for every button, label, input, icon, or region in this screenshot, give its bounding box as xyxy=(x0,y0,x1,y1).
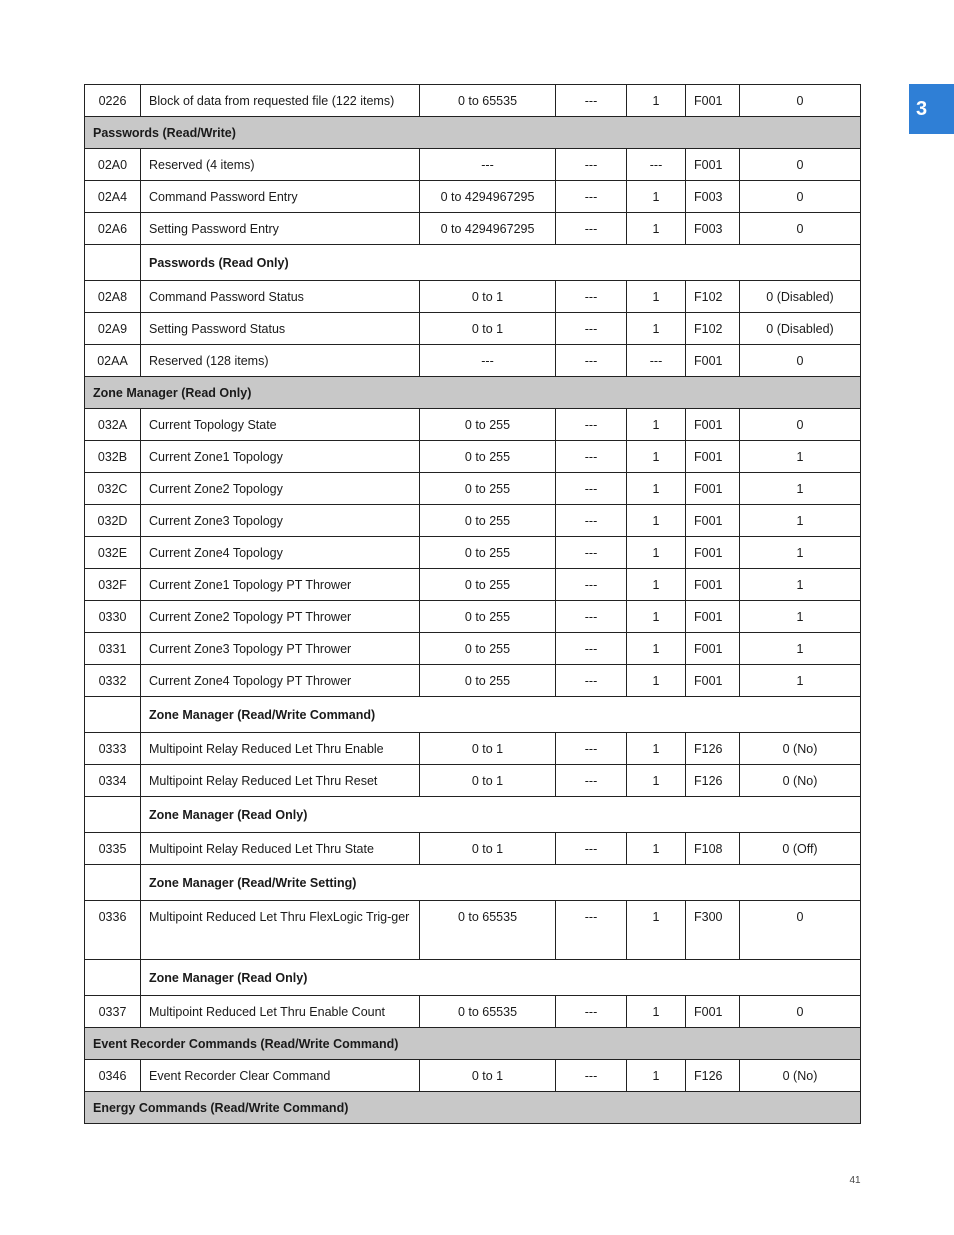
format-cell: F001 xyxy=(686,441,740,473)
subsection-header-label: Zone Manager (Read Only) xyxy=(141,797,861,833)
format-cell: F300 xyxy=(686,901,740,960)
section-header-label: Energy Commands (Read/Write Command) xyxy=(85,1092,861,1124)
default-cell: 1 xyxy=(740,569,861,601)
units-cell: --- xyxy=(556,665,627,697)
units-cell: --- xyxy=(556,601,627,633)
default-cell: 1 xyxy=(740,633,861,665)
step-cell: 1 xyxy=(627,85,686,117)
default-cell: 0 xyxy=(740,345,861,377)
table-row xyxy=(85,569,861,601)
default-cell: 0 (No) xyxy=(740,1060,861,1092)
units-cell: --- xyxy=(556,213,627,245)
step-cell: 1 xyxy=(627,833,686,865)
table-row xyxy=(85,833,861,865)
subsection-header-label: Zone Manager (Read/Write Setting) xyxy=(141,865,861,901)
address-cell: 02A0 xyxy=(85,149,141,181)
section-header-label: Event Recorder Commands (Read/Write Command) xyxy=(85,1028,861,1060)
units-cell: --- xyxy=(556,149,627,181)
address-cell: 032A xyxy=(85,409,141,441)
subsection-header-label: Zone Manager (Read/Write Command) xyxy=(141,697,861,733)
table-row xyxy=(85,149,861,181)
address-cell: 02A4 xyxy=(85,181,141,213)
range-cell: 0 to 255 xyxy=(420,601,556,633)
format-cell: F003 xyxy=(686,213,740,245)
subsection-header-row xyxy=(85,797,861,833)
default-cell: 0 xyxy=(740,409,861,441)
table-row xyxy=(85,1060,861,1092)
address-cell: 02A8 xyxy=(85,281,141,313)
modbus-register-table xyxy=(84,84,861,1124)
table-row xyxy=(85,901,861,960)
subsection-header-row xyxy=(85,697,861,733)
units-cell: --- xyxy=(556,537,627,569)
default-cell: 0 (Disabled) xyxy=(740,281,861,313)
default-cell: 0 xyxy=(740,996,861,1028)
format-cell: F001 xyxy=(686,85,740,117)
range-cell: 0 to 65535 xyxy=(420,996,556,1028)
empty-cell xyxy=(85,865,141,901)
table-row xyxy=(85,601,861,633)
format-cell: F001 xyxy=(686,601,740,633)
table-row xyxy=(85,85,861,117)
format-cell: F102 xyxy=(686,281,740,313)
range-cell: 0 to 1 xyxy=(420,281,556,313)
subsection-header-row xyxy=(85,865,861,901)
format-cell: F001 xyxy=(686,473,740,505)
range-cell: 0 to 255 xyxy=(420,633,556,665)
description-cell: Multipoint Relay Reduced Let Thru Reset xyxy=(141,765,420,797)
format-cell: F126 xyxy=(686,1060,740,1092)
table-row xyxy=(85,537,861,569)
range-cell: 0 to 1 xyxy=(420,833,556,865)
units-cell: --- xyxy=(556,313,627,345)
units-cell: --- xyxy=(556,181,627,213)
section-header-row xyxy=(85,377,861,409)
description-cell: Setting Password Status xyxy=(141,313,420,345)
step-cell: 1 xyxy=(627,409,686,441)
subsection-header-row xyxy=(85,960,861,996)
table-row xyxy=(85,281,861,313)
units-cell: --- xyxy=(556,1060,627,1092)
step-cell: 1 xyxy=(627,505,686,537)
description-cell: Current Zone3 Topology PT Thrower xyxy=(141,633,420,665)
section-header-row xyxy=(85,117,861,149)
table-row xyxy=(85,213,861,245)
range-cell: --- xyxy=(420,149,556,181)
format-cell: F001 xyxy=(686,665,740,697)
format-cell: F001 xyxy=(686,569,740,601)
default-cell: 1 xyxy=(740,665,861,697)
units-cell: --- xyxy=(556,569,627,601)
address-cell: 0330 xyxy=(85,601,141,633)
default-cell: 0 (No) xyxy=(740,765,861,797)
units-cell: --- xyxy=(556,473,627,505)
default-cell: 0 xyxy=(740,149,861,181)
range-cell: 0 to 255 xyxy=(420,665,556,697)
description-cell: Multipoint Reduced Let Thru FlexLogic Trig-ger xyxy=(141,901,420,960)
default-cell: 0 xyxy=(740,85,861,117)
format-cell: F001 xyxy=(686,633,740,665)
table-row xyxy=(85,996,861,1028)
range-cell: 0 to 255 xyxy=(420,537,556,569)
default-cell: 0 (Disabled) xyxy=(740,313,861,345)
address-cell: 0331 xyxy=(85,633,141,665)
table-row xyxy=(85,409,861,441)
step-cell: 1 xyxy=(627,1060,686,1092)
step-cell: 1 xyxy=(627,996,686,1028)
description-cell: Command Password Entry xyxy=(141,181,420,213)
format-cell: F126 xyxy=(686,765,740,797)
address-cell: 0334 xyxy=(85,765,141,797)
address-cell: 0335 xyxy=(85,833,141,865)
format-cell: F108 xyxy=(686,833,740,865)
address-cell: 0226 xyxy=(85,85,141,117)
step-cell: 1 xyxy=(627,473,686,505)
address-cell: 032B xyxy=(85,441,141,473)
step-cell: 1 xyxy=(627,733,686,765)
empty-cell xyxy=(85,797,141,833)
table-row xyxy=(85,313,861,345)
step-cell: 1 xyxy=(627,901,686,960)
format-cell: F001 xyxy=(686,505,740,537)
chapter-tab: 3 xyxy=(909,84,954,134)
description-cell: Block of data from requested file (122 items) xyxy=(141,85,420,117)
range-cell: 0 to 4294967295 xyxy=(420,181,556,213)
description-cell: Multipoint Relay Reduced Let Thru Enable xyxy=(141,733,420,765)
range-cell: 0 to 255 xyxy=(420,409,556,441)
default-cell: 1 xyxy=(740,441,861,473)
step-cell: 1 xyxy=(627,441,686,473)
address-cell: 0333 xyxy=(85,733,141,765)
description-cell: Current Zone1 Topology xyxy=(141,441,420,473)
description-cell: Reserved (128 items) xyxy=(141,345,420,377)
table-row xyxy=(85,345,861,377)
range-cell: 0 to 255 xyxy=(420,441,556,473)
table-row xyxy=(85,665,861,697)
range-cell: 0 to 255 xyxy=(420,473,556,505)
address-cell: 032F xyxy=(85,569,141,601)
range-cell: 0 to 4294967295 xyxy=(420,213,556,245)
range-cell: --- xyxy=(420,345,556,377)
description-cell: Current Topology State xyxy=(141,409,420,441)
step-cell: 1 xyxy=(627,633,686,665)
format-cell: F001 xyxy=(686,537,740,569)
description-cell: Setting Password Entry xyxy=(141,213,420,245)
units-cell: --- xyxy=(556,85,627,117)
step-cell: 1 xyxy=(627,601,686,633)
units-cell: --- xyxy=(556,765,627,797)
range-cell: 0 to 1 xyxy=(420,1060,556,1092)
section-header-row xyxy=(85,1028,861,1060)
default-cell: 0 xyxy=(740,901,861,960)
address-cell: 02A6 xyxy=(85,213,141,245)
section-header-label: Passwords (Read/Write) xyxy=(85,117,861,149)
address-cell: 0336 xyxy=(85,901,141,960)
units-cell: --- xyxy=(556,441,627,473)
address-cell: 02A9 xyxy=(85,313,141,345)
default-cell: 0 (No) xyxy=(740,733,861,765)
description-cell: Event Recorder Clear Command xyxy=(141,1060,420,1092)
range-cell: 0 to 1 xyxy=(420,765,556,797)
description-cell: Command Password Status xyxy=(141,281,420,313)
address-cell: 0346 xyxy=(85,1060,141,1092)
units-cell: --- xyxy=(556,901,627,960)
description-cell: Reserved (4 items) xyxy=(141,149,420,181)
step-cell: --- xyxy=(627,149,686,181)
format-cell: F001 xyxy=(686,149,740,181)
format-cell: F001 xyxy=(686,345,740,377)
step-cell: 1 xyxy=(627,213,686,245)
step-cell: --- xyxy=(627,345,686,377)
address-cell: 032D xyxy=(85,505,141,537)
units-cell: --- xyxy=(556,409,627,441)
default-cell: 1 xyxy=(740,601,861,633)
units-cell: --- xyxy=(556,345,627,377)
description-cell: Multipoint Reduced Let Thru Enable Count xyxy=(141,996,420,1028)
step-cell: 1 xyxy=(627,281,686,313)
range-cell: 0 to 65535 xyxy=(420,901,556,960)
table-row xyxy=(85,765,861,797)
subsection-header-label: Zone Manager (Read Only) xyxy=(141,960,861,996)
range-cell: 0 to 1 xyxy=(420,313,556,345)
units-cell: --- xyxy=(556,633,627,665)
units-cell: --- xyxy=(556,833,627,865)
step-cell: 1 xyxy=(627,569,686,601)
table-row xyxy=(85,633,861,665)
units-cell: --- xyxy=(556,281,627,313)
default-cell: 0 xyxy=(740,213,861,245)
description-cell: Current Zone4 Topology PT Thrower xyxy=(141,665,420,697)
address-cell: 02AA xyxy=(85,345,141,377)
empty-cell xyxy=(85,697,141,733)
default-cell: 0 xyxy=(740,181,861,213)
format-cell: F126 xyxy=(686,733,740,765)
description-cell: Current Zone3 Topology xyxy=(141,505,420,537)
address-cell: 032C xyxy=(85,473,141,505)
format-cell: F102 xyxy=(686,313,740,345)
step-cell: 1 xyxy=(627,665,686,697)
units-cell: --- xyxy=(556,996,627,1028)
table-row xyxy=(85,733,861,765)
range-cell: 0 to 255 xyxy=(420,569,556,601)
subsection-header-row xyxy=(85,245,861,281)
units-cell: --- xyxy=(556,733,627,765)
description-cell: Multipoint Relay Reduced Let Thru State xyxy=(141,833,420,865)
default-cell: 0 (Off) xyxy=(740,833,861,865)
table-row xyxy=(85,505,861,537)
range-cell: 0 to 1 xyxy=(420,733,556,765)
format-cell: F001 xyxy=(686,409,740,441)
format-cell: F001 xyxy=(686,996,740,1028)
description-cell: Current Zone1 Topology PT Thrower xyxy=(141,569,420,601)
default-cell: 1 xyxy=(740,473,861,505)
units-cell: --- xyxy=(556,505,627,537)
empty-cell xyxy=(85,960,141,996)
section-header-row xyxy=(85,1092,861,1124)
default-cell: 1 xyxy=(740,505,861,537)
description-cell: Current Zone2 Topology xyxy=(141,473,420,505)
default-cell: 1 xyxy=(740,537,861,569)
address-cell: 0332 xyxy=(85,665,141,697)
step-cell: 1 xyxy=(627,765,686,797)
step-cell: 1 xyxy=(627,181,686,213)
subsection-header-label: Passwords (Read Only) xyxy=(141,245,861,281)
description-cell: Current Zone2 Topology PT Thrower xyxy=(141,601,420,633)
empty-cell xyxy=(85,245,141,281)
table-row xyxy=(85,473,861,505)
step-cell: 1 xyxy=(627,537,686,569)
range-cell: 0 to 255 xyxy=(420,505,556,537)
table-row xyxy=(85,441,861,473)
section-header-label: Zone Manager (Read Only) xyxy=(85,377,861,409)
format-cell: F003 xyxy=(686,181,740,213)
range-cell: 0 to 65535 xyxy=(420,85,556,117)
page-number: 41 xyxy=(849,1175,861,1186)
address-cell: 0337 xyxy=(85,996,141,1028)
address-cell: 032E xyxy=(85,537,141,569)
table-row xyxy=(85,181,861,213)
description-cell: Current Zone4 Topology xyxy=(141,537,420,569)
step-cell: 1 xyxy=(627,313,686,345)
